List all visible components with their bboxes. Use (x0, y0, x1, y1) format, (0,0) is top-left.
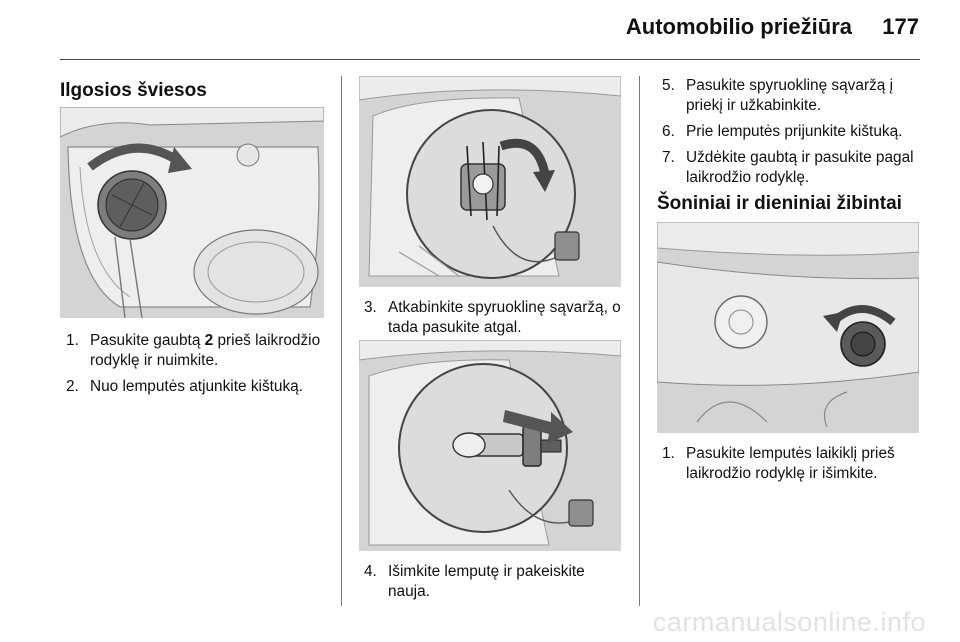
step-item (662, 76, 924, 116)
step-item (662, 122, 924, 142)
steps-high-beam (66, 331, 328, 403)
section-heading-side-lights: Šoniniai ir dieniniai žibintai (657, 193, 902, 214)
steps-side-light (662, 444, 924, 490)
header-divider (60, 59, 920, 60)
step-text: Išimkite lemputę ir pakeiskite nauja. (388, 563, 585, 600)
step-text: Uždėkite gaubtą ir pasukite pagal laikrodžio rodyklę. (686, 149, 914, 186)
step-text-part: Pasukite gaubtą (90, 332, 205, 349)
step-item (662, 444, 924, 484)
step-text-reference-number: 2 (204, 332, 214, 349)
step-number: 6. (662, 123, 675, 140)
step-item (364, 562, 626, 602)
side-light-drawing (657, 222, 919, 433)
step-number: 2. (66, 378, 79, 395)
step-number: 5. (662, 77, 675, 94)
step-text: Prie lemputės prijunkite kištuką. (686, 123, 903, 140)
step-item (66, 377, 328, 397)
illustration-bulb-removal (359, 340, 621, 551)
column-divider-left (341, 76, 342, 606)
section-heading-high-beam: Ilgosios šviesos (60, 80, 207, 101)
illustration-side-light-bulb (657, 222, 919, 433)
step-number: 1. (662, 445, 675, 462)
column-divider-right (639, 76, 640, 606)
step-text: Atkabinkite spyruoklinę sąvaržą, o tada pasukite atgal. (388, 299, 621, 336)
step-text: Pasukite spyruoklinę sąvaržą į priekį ir užkabinkite. (686, 77, 894, 114)
high-beam-cover-drawing (60, 107, 324, 318)
step-item (662, 148, 924, 188)
illustration-high-beam-cover (60, 107, 324, 318)
illustration-spring-clip (359, 76, 621, 287)
watermark-text: carmanualsonline.info (652, 607, 926, 637)
steps-bulb-removal (364, 562, 626, 608)
steps-spring-clip (364, 298, 626, 344)
step-text: Pasukite lemputės laikiklį prieš laikrodžio rodyklę ir išimkite. (686, 445, 895, 482)
step-item (364, 298, 626, 338)
step-number: 1. (66, 332, 79, 349)
page-number: 177 (882, 14, 919, 39)
step-number: 7. (662, 149, 675, 166)
page-header-title: Automobilio priežiūra (625, 14, 852, 39)
step-number: 3. (364, 299, 377, 316)
step-item (66, 331, 328, 371)
step-text-part: prieš laikrodžio rodyklę ir nuimkite. (90, 332, 321, 369)
step-text: Nuo lemputės atjunkite kištuką. (90, 378, 304, 395)
spring-clip-drawing (359, 76, 621, 287)
bulb-removal-drawing (359, 340, 621, 551)
step-number: 4. (364, 563, 377, 580)
steps-reassembly (662, 76, 924, 194)
